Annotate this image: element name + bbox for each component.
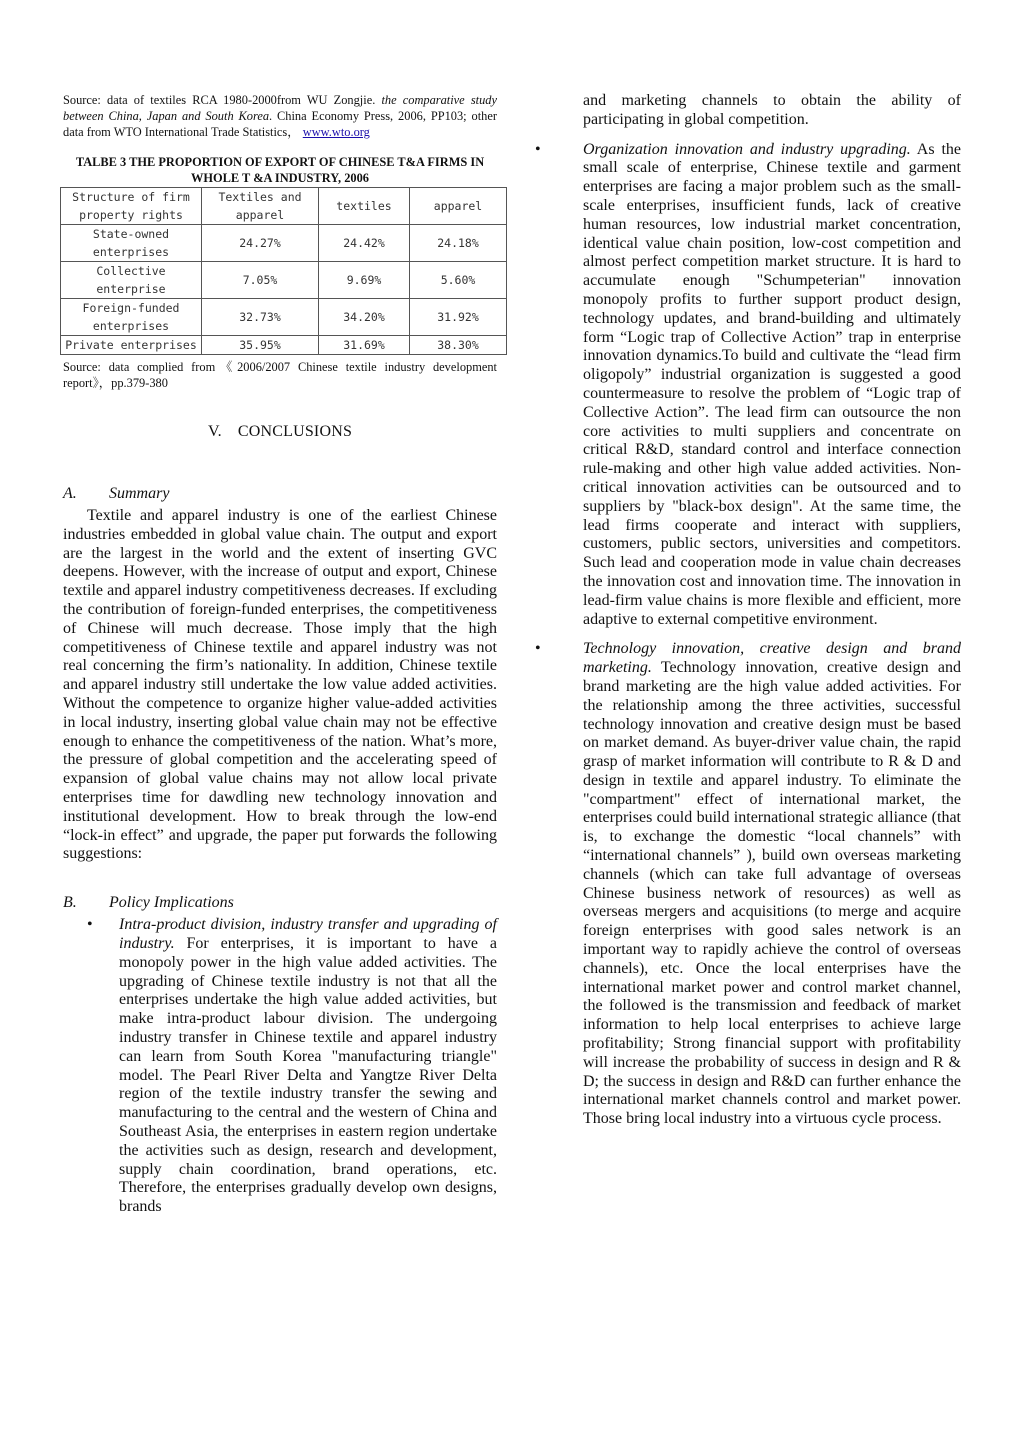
bullet-title: Technology innovation, creative design and brand marketing. (583, 640, 961, 677)
policy-list (63, 916, 497, 1217)
table-row (61, 299, 507, 336)
wto-link[interactable]: www.wto.org (302, 125, 370, 139)
bullet-text: For enterprises, it is important to have a monopoly power in the high value added activities. The upgrading of Chinese textile industry is not that all the enterprises undertake the high value added activities, but make intra-product labour division. The undergoing industry transfer in Chinese textile and apparel industry can learn from South Korea "manufacturing triangle" model. The Pearl River Delta and Yangtze River Delta region of the textile industry transfer the sewing and manufacturing to the central and the western of China and Southeast Asia, the enterprises in eastern region undertake the activities such as design, research and development, supply chain coordination, brand operations, etc. Therefore, the enterprises gradually develop own designs, brands (119, 934, 497, 1216)
continued-paragraph: and marketing channels to obtain the ability of participating in global competition. (583, 92, 961, 128)
bullet-text: As the small scale of enterprise, Chinese textile and garment enterprises are facing a major problem such as the small-scale enterprises, insufficient funds, lack of creative human resources, low industrial market concentration, identical value chain position, low-cost competition and almost perfect competition market structure. It is hard to accumulate enough "Schumpeterian" innovation monopoly profits to further support product design, technology updates, and brand-building and ultimately form “Logic trap of Collective Action” trap in enterprise innovation dynamics.To build and cultivate the “lead firm oligopoly” industrial organization is suggested a good countermeasure to resolve the problem of “Logic trap of Collective Action”. The lead firm can outsource the non core activities to multi suppliers and concentrate on critical R&D, standard control and interface connection rule-making and other high value added activities. Non-critical innovation activities can be outsourced and to suppliers by "black-box design". At the same time, the lead firms cooperate and interact with suppliers, customers, public sectors, universities and competitors. Such lead and cooperation mode in value chain decreases the innovation cost and innovation time. The innovation in lead-firm value chains is more flexible and efficient, more adaptive to external competitive environment. (583, 140, 961, 628)
table-cell: 35.95% (202, 336, 319, 355)
table-cell: 7.05% (202, 262, 319, 299)
table-cell: Private enterprises (61, 336, 202, 355)
table-cell: State-owned enterprises (61, 225, 202, 262)
bullet-text: Technology innovation, creative design and brand marketing are the high value added activities. For the relationship among the three activities, successful technology innovation and creative design must be based on market demand. As buyer-driver value chain, the rapid grasp of market information will contribute to R & D and design in textile and apparel industry. To eliminate the "compartment" effect of international market, the enterprises could build international strategic alliance (that is, to exchange the domestic “local channels” with “international channels” ), build own overseas marketing channels (which can take full advantage of overseas Chinese business network of resources) as well as overseas mergers and acquisitions (to merge and acquire foreign enterprises with good sales network is an important way to rapidly achieve the control of overseas channels), etc. Once the local enterprises have the international market power and control market channel, the followed is the transmission and feedback of market information to help local enterprises to achieve large profitability; Strong financial support with profitability will increase the probability of success in design and R & D; the success in design and R&D can further enhance the international market channels control and market power. Those bring local industry into a virtuous cycle process. (583, 659, 961, 1128)
table-source-note: Source: data complied from《2006/2007 Chinese textile industry development report》，pp.379-380 (63, 360, 497, 390)
export-proportion-table (60, 187, 507, 355)
subsection-title: Summary (109, 485, 170, 502)
table-row (61, 225, 507, 262)
table-cell: 24.18% (410, 225, 507, 262)
bullet-glyph: • (87, 916, 93, 934)
summary-paragraph: Textile and apparel industry is one of the earliest Chinese industries embedded in global value chain. The output and export are the largest in the world and the extent of inserting GVC deepens. However, with the increase of output and export, Chinese textile and apparel industry competitiveness decreases. If excluding the contribution of foreign-funded enterprises, the competitiveness of Chinese will much decrease. Those imply that the high competitiveness of Chinese textile and apparel industry was not real concerning the firm’s nationality. In addition, Chinese textile and apparel industry still undertake the low value added activities. Without the competence to organize higher value-added activities in local industry, inserting global value chain may not be effective enough to enhance the competitiveness of the nation. What’s more, the pressure of global competition and the accelerating speed of expansion of global value chains may not allow local private enterprises time for dawdling new technology innovation and institutional development. How to break through the low-end “lock-in effect” and upgrade, the paper put forwards the following suggestions: (63, 507, 497, 863)
table-cell: 9.69% (319, 262, 410, 299)
table-cell: 24.27% (202, 225, 319, 262)
header-cell: textiles (319, 188, 410, 225)
section-heading (63, 423, 497, 441)
table-cell: 31.92% (410, 299, 507, 336)
list-item (535, 140, 961, 630)
subsection-heading-policy (63, 894, 497, 912)
bullet-glyph: • (535, 140, 541, 158)
table-title: TALBE 3 THE PROPORTION OF EXPORT OF CHINESE T&A FIRMS IN WHOLE T &A INDUSTRY, 2006 (75, 155, 485, 185)
table-row (61, 336, 507, 355)
table-header-row (61, 188, 507, 225)
header-cell: Structure of firm property rights (61, 188, 202, 225)
right-column (535, 92, 961, 1129)
table-cell: 34.20% (319, 299, 410, 336)
table-row (61, 262, 507, 299)
policy-list-cont (535, 140, 961, 1129)
bullet-glyph: • (535, 640, 541, 658)
header-cell: Textiles and apparel (202, 188, 319, 225)
subsection-heading-summary (63, 485, 497, 503)
source-text: Source: data of textiles RCA 1980-2000from WU Zongjie. (63, 93, 382, 107)
subsection-letter: B. (63, 894, 77, 912)
table-cell: 31.69% (319, 336, 410, 355)
source-note-rca (63, 92, 497, 140)
section-number: V. (207, 423, 222, 440)
list-item (535, 640, 961, 1129)
list-item (63, 916, 497, 1217)
table-cell: 5.60% (410, 262, 507, 299)
section-title: CONCLUSIONS (237, 423, 353, 440)
bullet-title: Intra-product division, industry transfer and upgrading of industry. (119, 916, 497, 952)
table-cell: Foreign-funded enterprises (61, 299, 202, 336)
left-column (63, 92, 497, 1217)
subsection-letter: A. (63, 485, 77, 502)
header-cell: apparel (410, 188, 507, 225)
table-cell: 24.42% (319, 225, 410, 262)
table-cell: 32.73% (202, 299, 319, 336)
source-text-cont: . China Economy Press, 2006, PP103; other data from WTO International Trade Statistics， (63, 109, 497, 139)
bullet-title: Organization innovation and industry upgrading. (583, 140, 911, 158)
source-book-title: the comparative study between China, Japan and South Korea (63, 93, 497, 123)
subsection-title: Policy Implications (109, 894, 234, 912)
table-cell: 38.30% (410, 336, 507, 355)
table-cell: Collective enterprise (61, 262, 202, 299)
